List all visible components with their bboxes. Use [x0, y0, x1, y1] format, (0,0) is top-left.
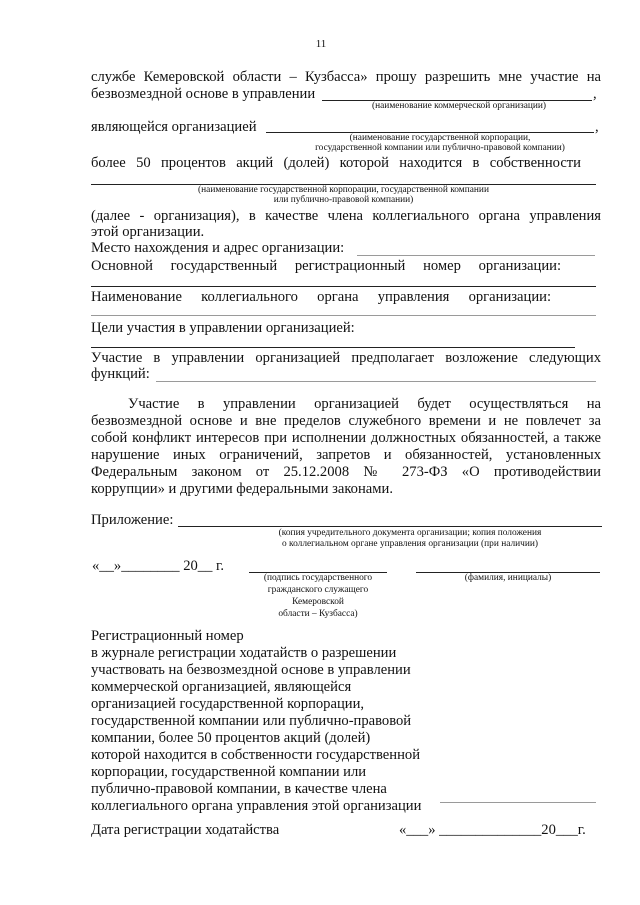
registration-line: организацией государственной корпорации,: [91, 696, 365, 712]
page-number: 11: [315, 38, 327, 50]
text-line: собой конфликт интересов при исполнении должностных обязанностей, а также: [91, 430, 601, 446]
text-line: Федеральным законом от 25.12.2008 № 273-ФЗ «О противодействии: [91, 464, 601, 480]
field-organ-label: Наименование коллегиального органа управления организации:: [91, 289, 551, 305]
field-ogrn-label: Основной государственный регистрационный номер организации:: [91, 258, 561, 274]
registration-line: корпорации, государственной компании или: [91, 764, 367, 780]
text-line: Участие в управлении организацией будет осуществляться на: [128, 396, 601, 412]
caption: (копия учредительного документа организации; копия положения: [278, 528, 542, 538]
comma: ,: [593, 86, 597, 102]
field-goals-label: Цели участия в управлении организацией:: [91, 320, 355, 336]
registration-line: участвовать на безвозмездной основе в управлении: [91, 662, 411, 678]
registration-line: компании, более 50 процентов акций (долей): [91, 730, 371, 746]
registration-date-label: Дата регистрации ходатайства: [91, 822, 280, 838]
text-line: более 50 процентов акций (долей) которой находится в собственности: [91, 155, 581, 171]
blank-functions: [156, 381, 596, 382]
registration-line: коллегиального органа управления этой организации: [91, 798, 422, 814]
registration-line: государственной компании или публично-правовой: [91, 713, 412, 729]
caption: (наименование государственной корпорации,: [349, 133, 531, 143]
blank-organ: [91, 315, 596, 316]
caption: или публично-правовой компании): [273, 195, 414, 205]
caption: гражданского служащего: [267, 585, 369, 595]
registration-line: коммерческой организацией, являющейся: [91, 679, 352, 695]
text-line: коррупции» и другими федеральными законами.: [91, 481, 393, 497]
registration-block: [91, 628, 451, 815]
text-line: безвозмездной основе в управлении: [91, 86, 316, 102]
comma: ,: [595, 119, 599, 135]
caption: государственной компании или публично-правовой компании): [315, 143, 565, 153]
blank-registration-number: [440, 802, 596, 803]
text-line: этой организации.: [91, 224, 205, 240]
field-functions-label: Участие в управлении организацией предполагает возложение следующих: [91, 350, 601, 366]
caption: области – Кузбасса): [278, 609, 358, 619]
caption: (подпись государственного: [263, 573, 373, 583]
text-line: безвозмездной основе и вне пределов служебного времени и не повлечет за: [91, 413, 601, 429]
text-line: нарушение иных ограничений, запретов и обязанностей, установленных: [91, 447, 601, 463]
blank-ogrn: [91, 286, 596, 287]
registration-date-value: «___» ______________20___г.: [399, 822, 586, 838]
registration-line: публично-правовой компании, в качестве члена: [91, 781, 387, 797]
blank-goals: [91, 347, 575, 348]
text-line: являющейся организацией: [91, 119, 257, 135]
caption: Кемеровской: [292, 597, 344, 607]
text-line: (далее - организация), в качестве члена коллегиального органа управления: [91, 208, 601, 224]
caption: о коллегиальном органе управления организации (при наличии): [281, 539, 539, 549]
field-address-label: Место нахождения и адрес организации:: [91, 240, 345, 256]
signature-date: «__»________ 20__ г.: [92, 558, 225, 574]
blank-address: [357, 255, 595, 256]
blank-attachment: [178, 526, 602, 527]
text-line: службе Кемеровской области – Кузбасса» прошу разрешить мне участие на: [91, 69, 601, 85]
attachment-label: Приложение:: [91, 512, 174, 528]
registration-line: в журнале регистрации ходатайств о разрешении: [91, 645, 397, 661]
caption: (наименование коммерческой организации): [372, 101, 547, 111]
caption: (наименование государственной корпорации, государственной компании: [198, 185, 489, 195]
caption: (фамилия, инициалы): [464, 573, 552, 583]
field-functions-label: функций:: [91, 366, 150, 382]
registration-line: Регистрационный номер: [91, 628, 244, 644]
registration-line: которой находится в собственности государственной: [91, 747, 420, 763]
